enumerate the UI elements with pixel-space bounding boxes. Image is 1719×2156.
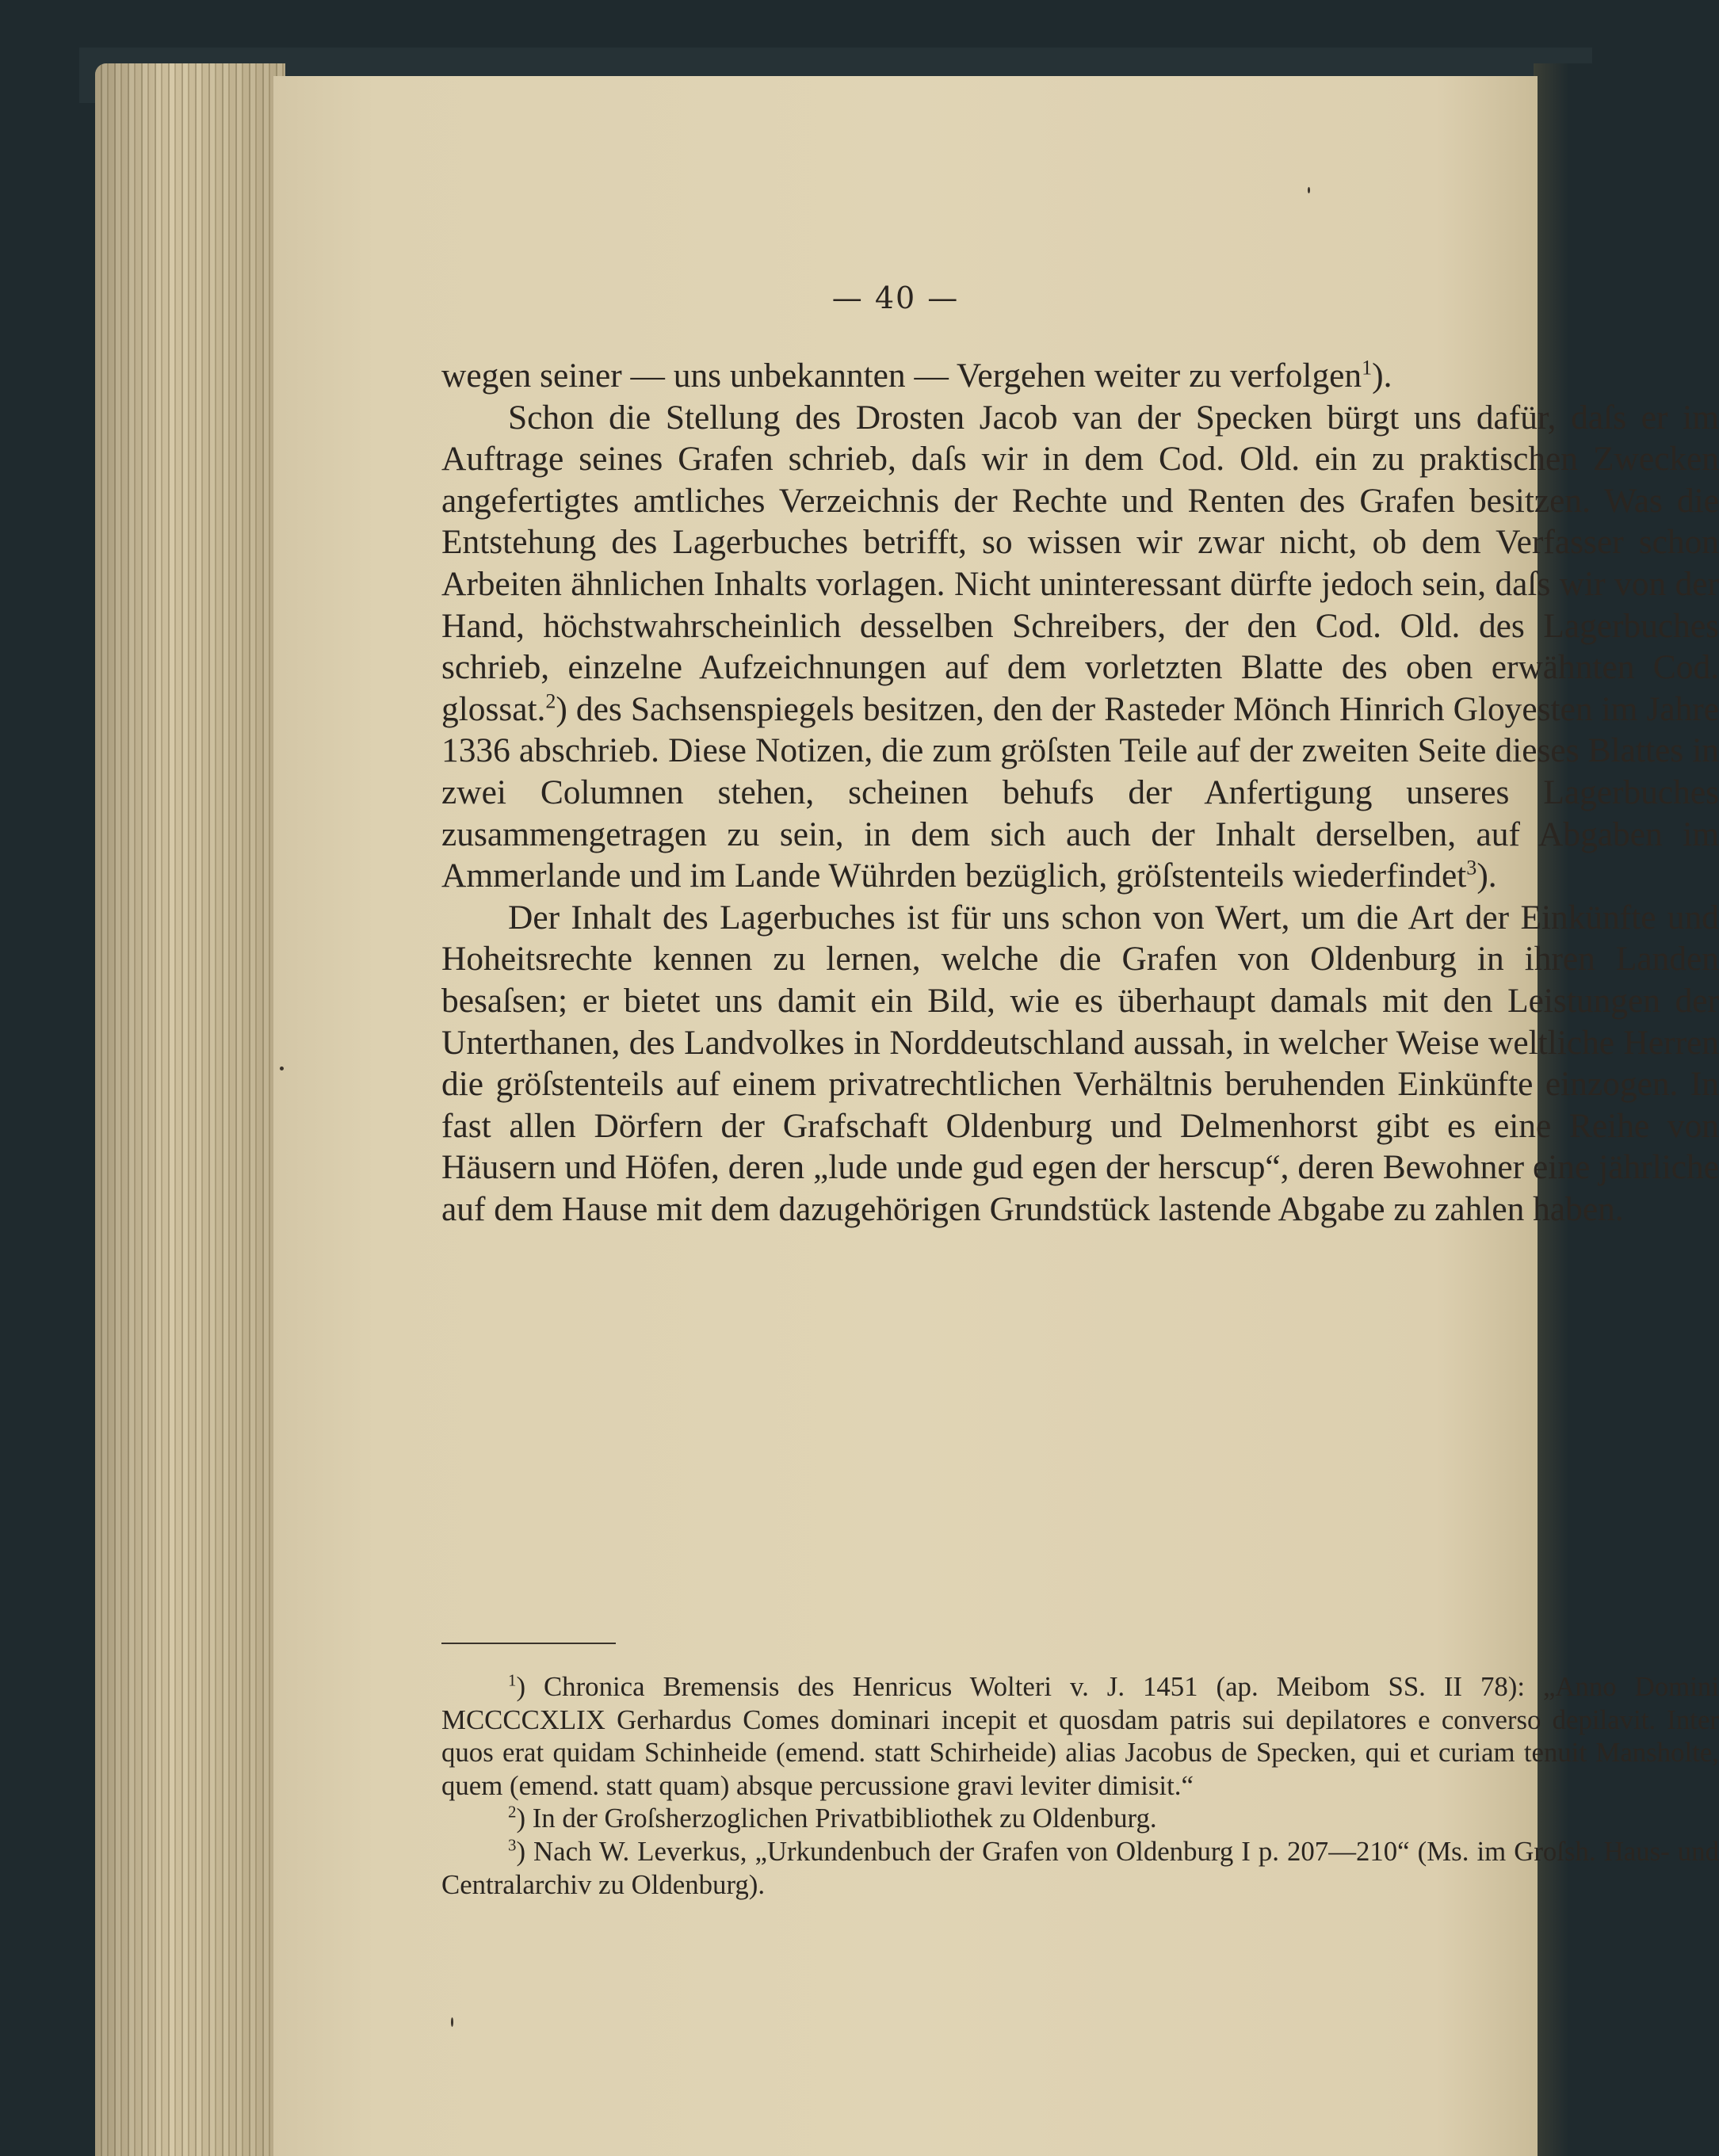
footnote-reference: 2 [545, 689, 556, 713]
paragraph-text: ). [1372, 357, 1392, 395]
footnote-reference: 1 [1362, 356, 1373, 380]
footnote [441, 1835, 1719, 1901]
body-paragraph [441, 355, 1719, 397]
paragraph-text: Der Inhalt des Lagerbuches ist für uns schon von Wert, um die Art der Einkünfte und Hoheitsrechte kennen zu lernen, welche die Grafen von Oldenburg in ihren Landen besaſsen; er bietet uns damit ein Bild, wie es überhaupt damals mit den Leistungen der Unterthanen, des Landvolkes in Norddeutschland aussah, in welcher Weise weltliche Herren die gröſstenteils auf einem privatrechtlichen Verhältnis beruhenden Einkünfte einzogen. In fast allen Dörfern der Grafschaft Oldenburg und Delmenhorst gibt es eine Reihe von Häusern und Höfen, deren „lude unde gud egen der herscup“, deren Bewohner eine jährliche auf dem Hause mit dem dazugehörigen Grundstück lastende Abgabe zu zahlen haben. [441, 898, 1719, 1228]
ink-speck [280, 1067, 284, 1070]
footnote-text: ) Nach W. Leverkus, „Urkundenbuch der Grafen von Oldenburg I p. 207—210“ (Ms. im Groſsh. Haus- und Centralarchiv zu Oldenburg). [441, 1835, 1719, 1900]
footnote [441, 1802, 1719, 1835]
footnote-marker: 2 [508, 1802, 517, 1822]
paragraph-text: wegen seiner — uns unbekannten — Vergehen weiter zu verfolgen [441, 357, 1362, 395]
book-page [273, 76, 1719, 2156]
footnote-text: ) In der Groſsherzoglichen Privatbibliothek zu Oldenburg. [516, 1803, 1157, 1834]
paragraph-text: Schon die Stellung des Drosten Jacob van der Specken bürgt uns dafür, daſs er im Auftrage seines Grafen schrieb, daſs wir in dem Cod. Old. ein zu praktischen Zwecken angefertigtes amtliches Verzeichnis der Rechte und Renten des Grafen besitzen. Was die Entstehung des Lagerbuches betrifft, so wissen wir zwar nicht, ob dem Verfasser schon Arbeiten ähnlichen Inhalts vorlagen. Nicht uninteressant dürfte jedoch sein, daſs wir von der Hand, höchstwahrscheinlich desselben Schreibers, der den Cod. Old. des Lagerbuches schrieb, einzelne Aufzeichnungen auf dem vorletzten Blatte des oben erwähnten Cod. glossat. [441, 398, 1719, 728]
footnote [441, 1670, 1719, 1802]
body-paragraph [441, 397, 1719, 897]
ink-speck [1308, 187, 1310, 193]
paragraph-text: ) des Sachsenspiegels besitzen, den der Rasteder Mönch Hinrich Gloyesten im Jahre 1336 abschrieb. Diese Notizen, die zum gröſsten Teile auf der zweiten Seite dieses Blattes in zwei Columnen stehen, scheinen behufs der Anfertigung unseres Lagerbuches zusammengetragen zu sein, in dem sich auch der Inhalt derselben, auf Abgaben im Ammerlande und im Lande Wührden bezüglich, gröſstenteils wiederfindet [441, 689, 1719, 895]
footnote-reference: 3 [1466, 856, 1477, 880]
ink-speck [451, 2017, 453, 2027]
footnote-marker: 3 [508, 1835, 517, 1855]
footnote-separator [441, 1643, 616, 1644]
body-paragraph [441, 897, 1719, 1231]
page-stack-shading [95, 63, 285, 2156]
body-text [441, 355, 1719, 1230]
footnote-text: ) Chronica Bremensis des Henricus Wolteri v. J. 1451 (ap. Meibom SS. II 78): „Anno Domini MCCCCXLIX Gerhardus Comes dominari incepit et quosdam patris sui depilatores e converso depilavit. Inter quos erat quidam Schinheide (emend. statt Schirheide) alias Jacobus de Specken, qui et curiam tenuit Mansholte, quem (emend. statt quam) absque percussione gravi leviter dimisit.“ [441, 1671, 1719, 1801]
paragraph-text: ). [1476, 857, 1497, 895]
footnotes [441, 1670, 1719, 1901]
page-number: — 40 — [831, 280, 960, 315]
footnote-marker: 1 [508, 1670, 517, 1690]
